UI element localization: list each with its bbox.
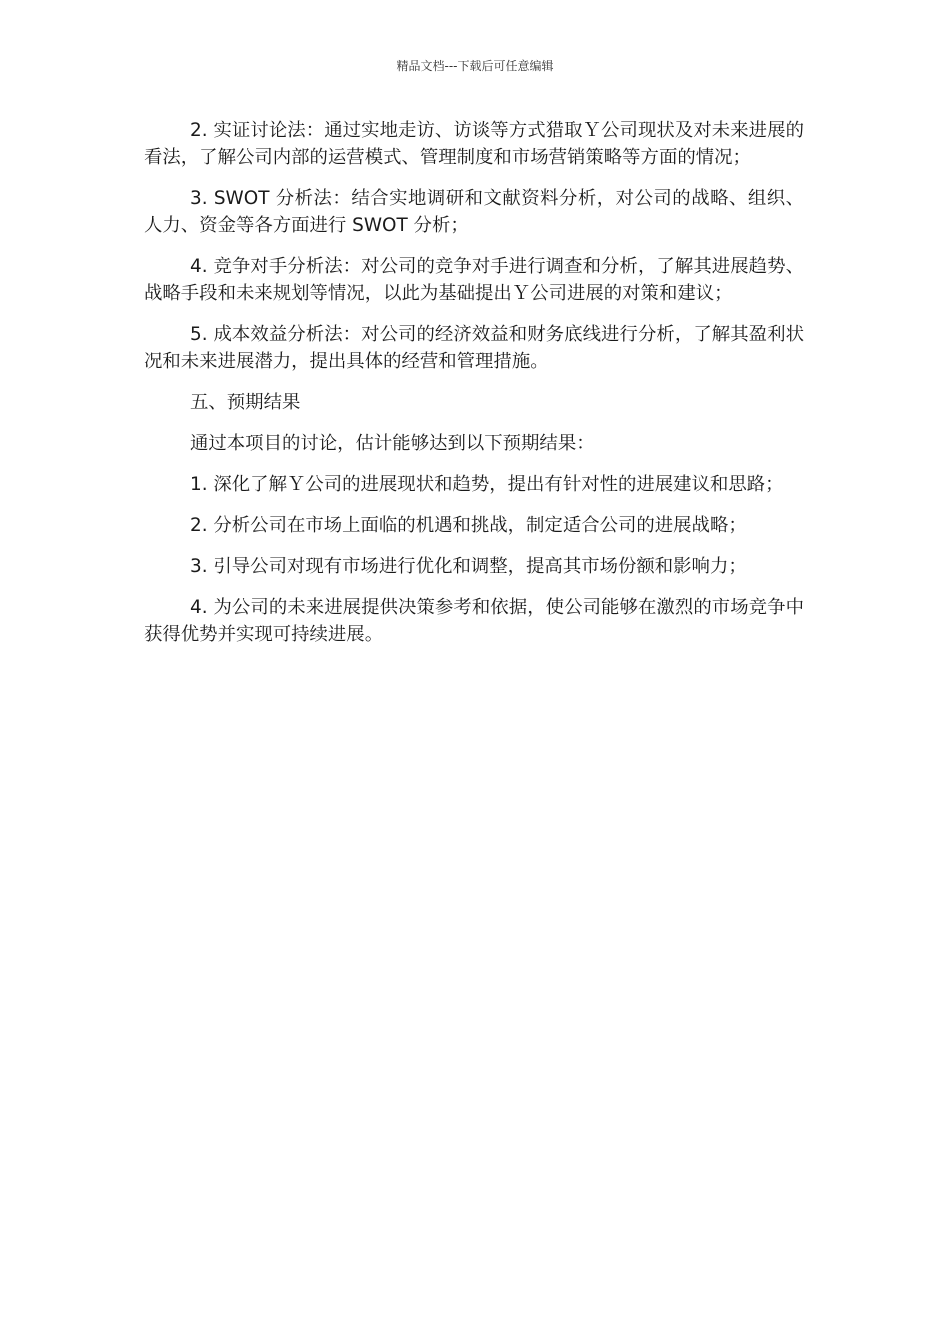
paragraph-method-2: 2. 实证讨论法：通过实地走访、访谈等方式猎取Ｙ公司现状及对未来进展的看法，了解公司内部的运营模式、管理制度和市场营销策略等方面的情况； — [144, 120, 804, 168]
paragraph-result-2: 2. 分析公司在市场上面临的机遇和挑战，制定适合公司的进展战略； — [190, 515, 747, 536]
paragraph-method-3: 3. SWOT 分析法：结合实地调研和文献资料分析，对公司的战略、组织、人力、资金等各方面进行 SWOT 分析； — [144, 188, 804, 236]
paragraph-method-5: 5. 成本效益分析法：对公司的经济效益和财务底线进行分析，了解其盈利状况和未来进展潜力，提出具体的经营和管理措施。 — [144, 324, 804, 372]
paragraph-result-1: 1. 深化了解Ｙ公司的进展现状和趋势，提出有针对性的进展建议和思路； — [190, 474, 784, 495]
paragraph-result-3: 3. 引导公司对现有市场进行优化和调整，提高其市场份额和影响力； — [190, 556, 747, 577]
page-header: 精品文档---下载后可任意编辑 — [396, 59, 554, 73]
section-heading-expected-results: 五、预期结果 — [190, 392, 301, 413]
paragraph-result-4: 4. 为公司的未来进展提供决策参考和依据，使公司能够在激烈的市场竞争中获得优势并实现可持续进展。 — [144, 597, 804, 645]
paragraph-results-intro: 通过本项目的讨论，估计能够达到以下预期结果： — [190, 433, 595, 454]
document-body — [144, 117, 804, 662]
paragraph-method-4: 4. 竞争对手分析法：对公司的竞争对手进行调查和分析，了解其进展趋势、战略手段和未来规划等情况，以此为基础提出Ｙ公司进展的对策和建议； — [144, 256, 804, 304]
